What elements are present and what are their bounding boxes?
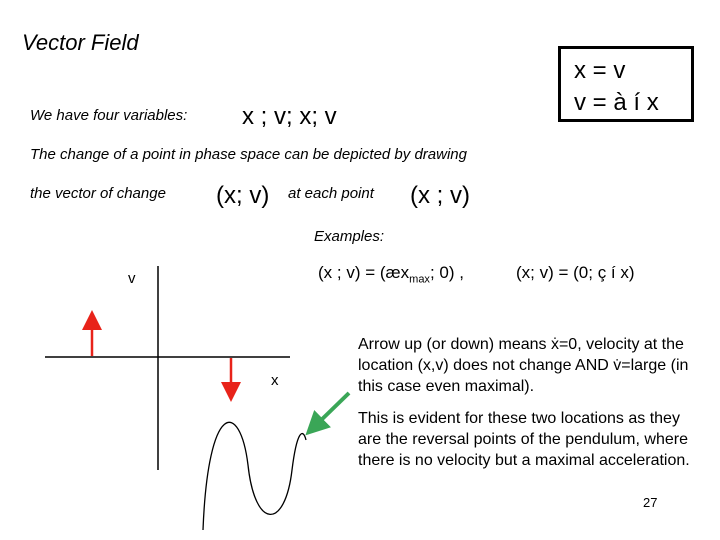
example-1-tail: ; 0) , (429, 263, 464, 282)
equation-x-dot: x = v (574, 57, 626, 84)
x-axis-label: x (271, 372, 279, 389)
pendulum-wave (203, 422, 306, 530)
description-line-2-end: at each point (288, 185, 374, 202)
slide-title: Vector Field (22, 30, 139, 55)
example-1-subscript: max (409, 273, 430, 286)
description-line-2-start: the vector of change (30, 185, 166, 202)
page-number: 27 (643, 495, 658, 510)
point-equation: (x ; v) (410, 182, 470, 209)
variables-equation: x ; v; x; v (242, 103, 337, 130)
change-vector-equation: (x; v) (216, 182, 270, 209)
example-1-main: (x ; v) = (æx (318, 263, 410, 282)
equation-v-dot: v = à í x (574, 89, 659, 116)
examples-label: Examples: (314, 228, 385, 245)
v-axis-label: v (128, 270, 136, 287)
explanation-paragraph-1: Arrow up (or down) means ẋ=0, velocity at the location (x,v) does not change AND v̇=large (in this case even maximal). (358, 336, 689, 395)
intro-text: We have four variables: (30, 107, 188, 124)
green-pointer-arrow (314, 393, 349, 427)
explanation-paragraph-2: This is evident for these two locations as they are the reversal points of the pendulum, where there is no velocity but a maximal acceleration. (358, 410, 690, 469)
example-2-equation: (x; v) = (0; ç í x) (516, 263, 635, 282)
description-line-1: The change of a point in phase space can be depicted by drawing (30, 146, 467, 163)
